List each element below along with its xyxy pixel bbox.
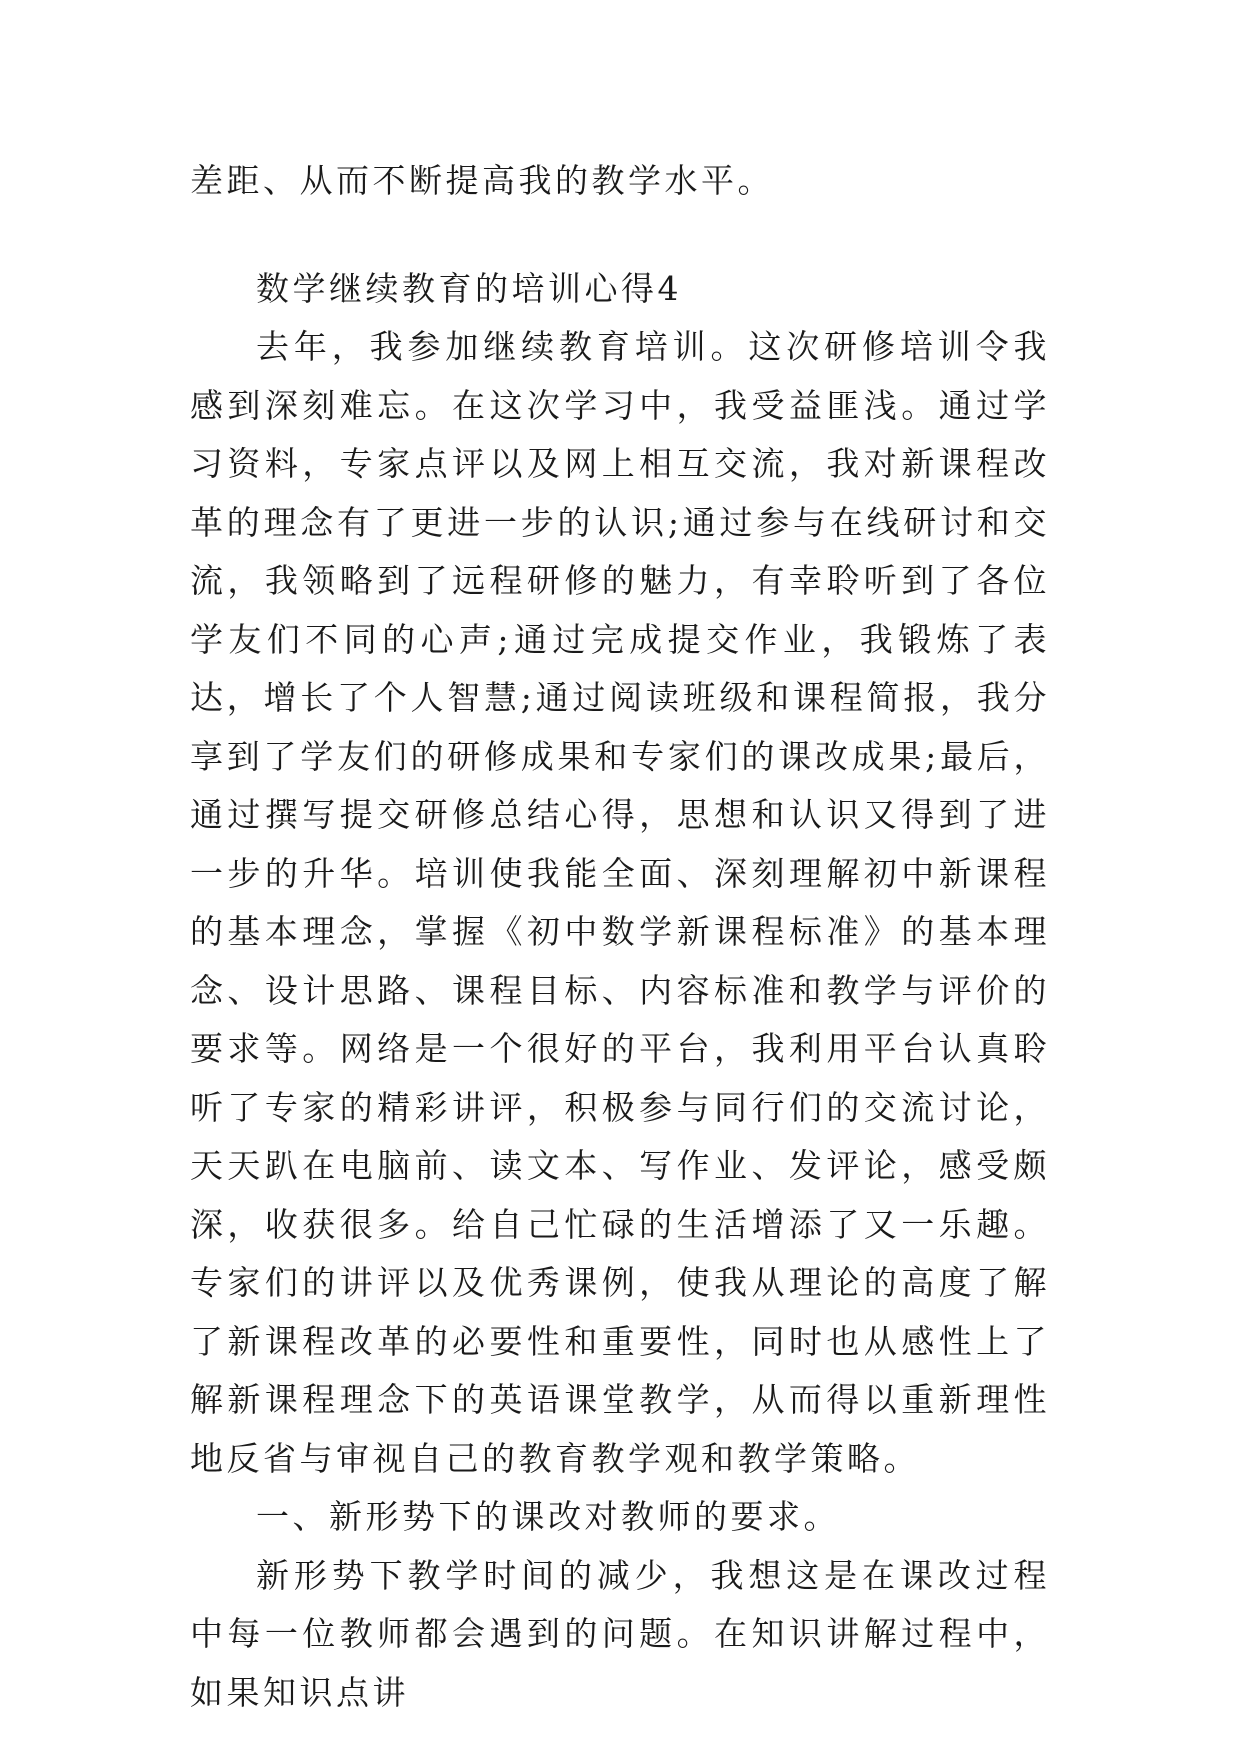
- section-title: 数学继续教育的培训心得4: [256, 268, 682, 308]
- subsection-heading: 一、新形势下的课改对教师的要求。: [256, 1497, 840, 1536]
- body-paragraph-2: 新形势下教学时间的减少，我想这是在课改过程中每一位教师都会遇到的问题。在知识讲解过程中，如果知识点讲: [190, 1555, 1050, 1712]
- document-body: [190, 152, 1050, 1722]
- body-paragraph-1: 去年，我参加继续教育培训。这次研修培训令我感到深刻难忘。在这次学习中，我受益匪浅。通过学习资料，专家点评以及网上相互交流，我对新课程改革的理念有了更进一步的认识;通过参与在线研讨和交流，我领略到了远程研修的魅力，有幸聆听到了各位学友们不同的心声;通过完成提交作业，我锻炼了表达，增长了个人智慧;通过阅读班级和课程简报，我分享到了学友们的研修成果和专家们的课改成果;最后，通过撰写提交研修总结心得，思想和认识又得到了进一步的升华。培训使我能全面、深刻理解初中新课程的基本理念，掌握《初中数学新课程标准》的基本理念、设计思路、课程目标、内容标准和教学与评价的要求等。网络是一个很好的平台，我利用平台认真聆听了专家的精彩讲评，积极参与同行们的交流讨论，天天趴在电脑前、读文本、写作业、发评论，感受颇深，收获很多。给自己忙碌的生活增添了又一乐趣。专家们的讲评以及优秀课例，使我从理论的高度了解了新课程改革的必要性和重要性，同时也从感性上了解新课程理念下的英语课堂教学，从而得以重新理性地反省与审视自己的教育教学观和教学策略。: [190, 327, 1050, 1478]
- lead-line: 差距、从而不断提高我的教学水平。: [190, 161, 774, 200]
